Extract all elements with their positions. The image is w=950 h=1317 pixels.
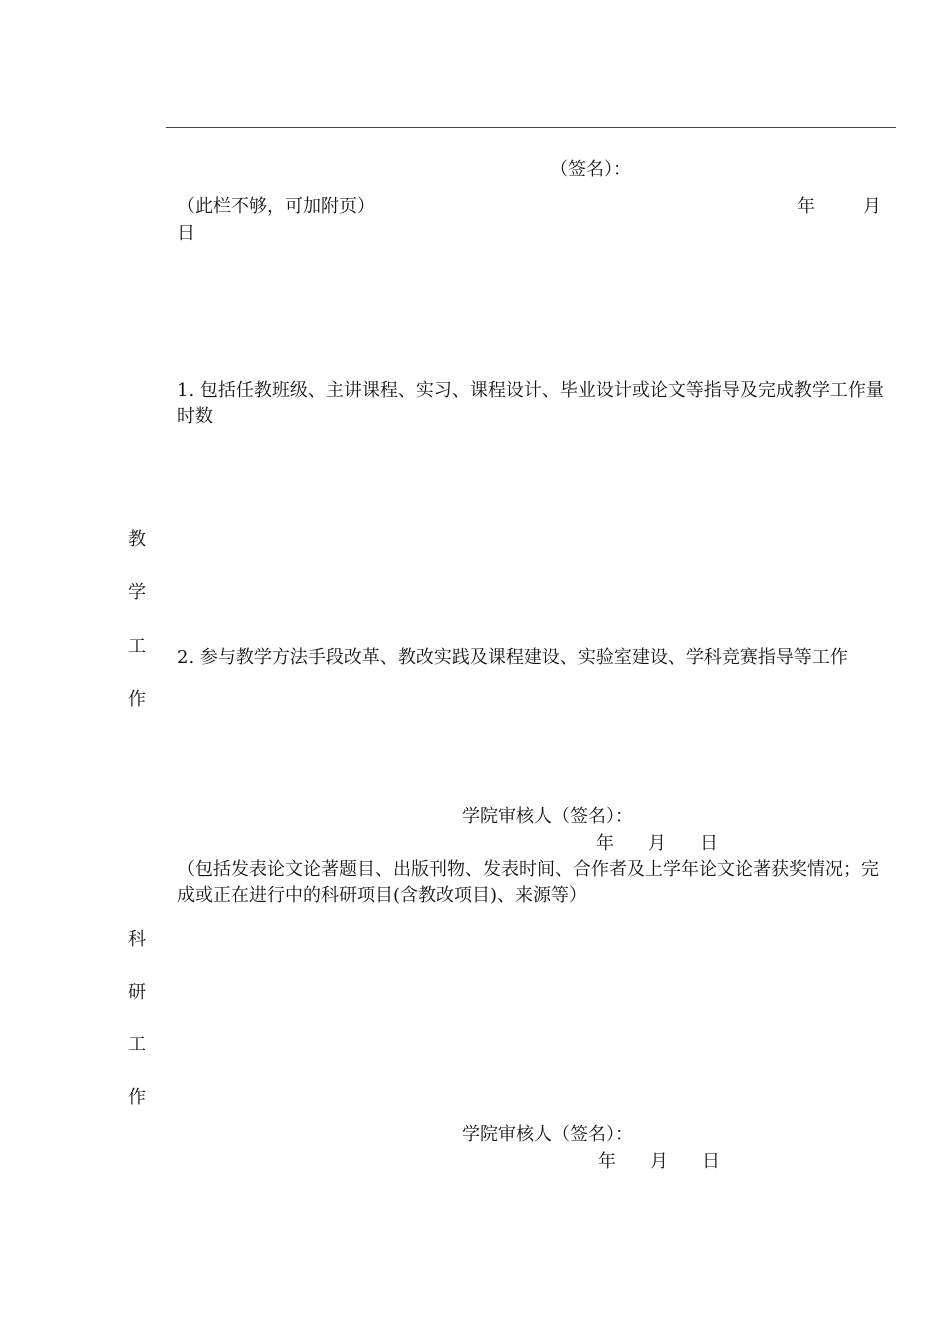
research-date-month: 月 (650, 1151, 668, 1172)
teaching-date-year: 年 (596, 833, 614, 854)
research-date (598, 1149, 720, 1175)
teaching-item-2: 2. 参与教学方法手段改革、教改实践及课程建设、实验室建设、学科竞赛指导等工作 (177, 647, 848, 668)
teaching-date-day: 日 (700, 833, 718, 854)
teaching-reviewer-label: 学院审核人（签名）： (462, 806, 633, 827)
signature-label: （签名）： (550, 159, 631, 180)
teaching-side-label-char: 学 (128, 582, 146, 603)
research-side-label-char: 科 (128, 929, 146, 950)
teaching-date-month: 月 (648, 833, 666, 854)
research-description: （包括发表论文论著题目、出版刊物、发表时间、合作者及上学年论文论著获奖情况；完成或正在进行中的科研项目(含教改项目)、来源等） (177, 859, 879, 906)
teaching-item-1: 1. 包括任教班级、主讲课程、实习、课程设计、毕业设计或论文等指导及完成教学工作量时数 (177, 380, 884, 427)
teaching-side-label-char: 工 (128, 636, 146, 657)
research-reviewer-label: 学院审核人（签名）： (462, 1124, 633, 1145)
research-side-label-char: 研 (128, 982, 146, 1003)
teaching-side-label-char: 教 (128, 529, 146, 550)
research-side-label-char: 工 (128, 1034, 146, 1055)
teaching-date (596, 831, 718, 857)
research-date-year: 年 (598, 1151, 616, 1172)
date-year: 年 (797, 196, 815, 217)
date-month: 月 (863, 196, 881, 217)
date-day: 日 (177, 223, 195, 244)
teaching-side-label-char: 作 (128, 689, 146, 710)
attachment-note: （此栏不够，可加附页） (177, 196, 375, 217)
research-side-label-char: 作 (128, 1087, 146, 1108)
top-divider-line (166, 127, 896, 128)
research-date-day: 日 (702, 1151, 720, 1172)
